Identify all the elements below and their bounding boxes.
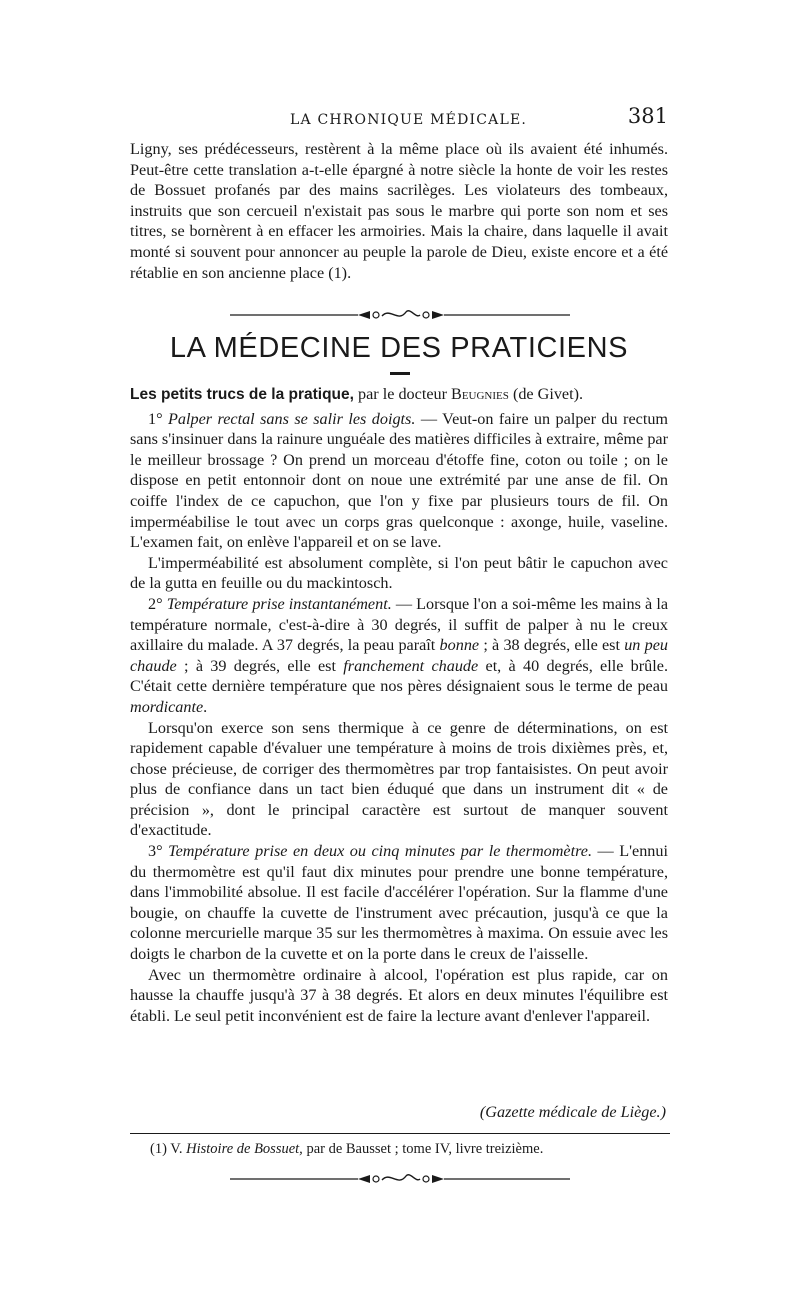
item-number: 3° <box>148 842 163 861</box>
author-name: Beugnies <box>451 385 509 403</box>
footnote <box>150 1141 670 1158</box>
running-title: LA CHRONIQUE MÉDICALE. <box>290 112 528 128</box>
item-heading: Température prise instantanément. <box>166 594 392 613</box>
running-header <box>130 104 668 134</box>
footnote-rule <box>130 1133 670 1134</box>
footnote-marker: (1) <box>150 1141 167 1157</box>
paragraph-1 <box>130 409 668 553</box>
title-dash <box>390 372 410 375</box>
paragraph-text: ; à 38 degrés, elle est <box>479 636 625 655</box>
section-title: LA MÉDECINE DES PRATICIENS <box>169 332 629 364</box>
byline-text: par le docteur <box>353 385 452 403</box>
item-heading: Palper rectal sans se salir les doigts. <box>168 409 416 428</box>
item-heading: Température prise en deux ou cinq minutes par le thermomètre. <box>168 842 593 861</box>
paragraph-5 <box>130 841 668 965</box>
paragraph-2: L'imperméabilité est absolument complète, si l'on peut bâtir le capuchon avec de la gutta en feuille ou du mackintosch. <box>130 553 668 593</box>
footnote-text: V. <box>166 1141 187 1157</box>
item-number: 2° <box>148 594 163 613</box>
article-byline <box>130 384 668 406</box>
article-source <box>480 1103 666 1122</box>
paragraph-text: . <box>203 697 208 716</box>
ornament-icon <box>230 307 570 323</box>
byline-place: (de Givet). <box>508 385 584 403</box>
paragraph-text: ; à 39 degrés, elle est <box>176 656 344 675</box>
emphasis: franchement chaude <box>343 656 479 675</box>
emphasis: un peu chaude <box>130 636 668 675</box>
paragraph-text: — Veut-on faire un palper du rectum sans s'insinuer dans la rainure unguéale des matières difficiles à extraire, même par le meilleur brossage ? On prend un morceau d'étoffe fine, coton ou toile ; on le dispose en petit entonnoir dont on noue une extrémité par une anse de fil. On coiffe l'index de ce capuchon, que l'on y fixe par plusieurs tours de fil. On imperméabilise le tout avec un corps gras quelconque : axonge, huile, vaseline. L'examen fait, on enlève l'appareil et on se lave. <box>130 409 668 552</box>
paragraph-3 <box>130 594 668 718</box>
ornament-divider-bottom <box>230 1171 570 1187</box>
emphasis: mordicante <box>130 697 204 716</box>
paragraph-6: Avec un thermomètre ordinaire à alcool, l'opération est plus rapide, car on hausse la chauffe jusqu'à 37 à 38 degrés. Et alors en deux minutes l'équilibre est établi. Le seul petit inconvénient est de faire la lecture avant d'enlever l'appareil. <box>130 965 668 1025</box>
footnote-text: par de Bausset ; tome IV, livre treizième. <box>302 1141 544 1157</box>
ornament-divider-top <box>230 307 570 323</box>
footnote-book-title: Histoire de Bossuet, <box>186 1141 303 1157</box>
paragraph-text: — Lorsque l'on a soi-même les mains à la température normale, c'est-à-dire à 30 degrés, il suffit de palper à nu le creux axillaire du malade. A 37 degrés, la peau paraît <box>130 594 669 655</box>
ornament-icon <box>230 1171 570 1187</box>
page-number: 381 <box>627 104 668 128</box>
item-number: 1° <box>148 409 163 428</box>
article-lead-title: Les petits trucs de la pratique, <box>130 386 354 403</box>
paragraph-text: et, à 40 degrés, elle brûle. C'était cette dernière température que nos pères désignaient sous le terme de peau <box>130 656 668 696</box>
intro-paragraph-block <box>130 139 668 283</box>
article-body <box>130 384 668 1026</box>
paragraph-text: — L'ennui du thermomètre est qu'il faut dix minutes pour prendre une bonne température, dans l'immobilité absolue. Il est facile d'accélérer l'opération. Sur la flamme d'une bougie, on chauffe la cuvette de l'instrument avec précaution, jusqu'à ce que la colonne mercurielle marque 35 sur les thermomètres à maxima. On essuie avec les doigts le charbon de la cuvette et on la porte dans le creux de l'aisselle. <box>130 842 668 964</box>
emphasis: bonne <box>439 636 480 655</box>
intro-paragraph: Ligny, ses prédécesseurs, restèrent à la même place où ils avaient été inhumés. Peut-être cette translation a-t-elle épargné à notre siècle la honte de voir les restes de Bossuet profanés par des mains sacrilèges. Les violateurs des tombeaux, instruits que son cercueil n'existait pas sous le marbre qui porte son nom et ses titres, se bornèrent à en effacer les armoiries. Mais la chaire, dans laquelle il avait monté si souvent pour annoncer au peuple la parole de Dieu, existe encore et a été rétablie en son ancienne place (1). <box>130 140 668 282</box>
source-text: (Gazette médicale de Liège.) <box>479 1103 666 1121</box>
paragraph-4: Lorsqu'on exerce son sens thermique à ce genre de déterminations, on est rapidement capable d'évaluer une température à moins de trois dixièmes près, et, chose précieuse, de corriger des thermomètres par trop fantaisistes. On peut avoir plus de confiance dans un tact bien éduqué que dans un instrument dit « de précision », dont le principal caractère est surtout de manquer souvent d'exactitude. <box>130 718 668 840</box>
